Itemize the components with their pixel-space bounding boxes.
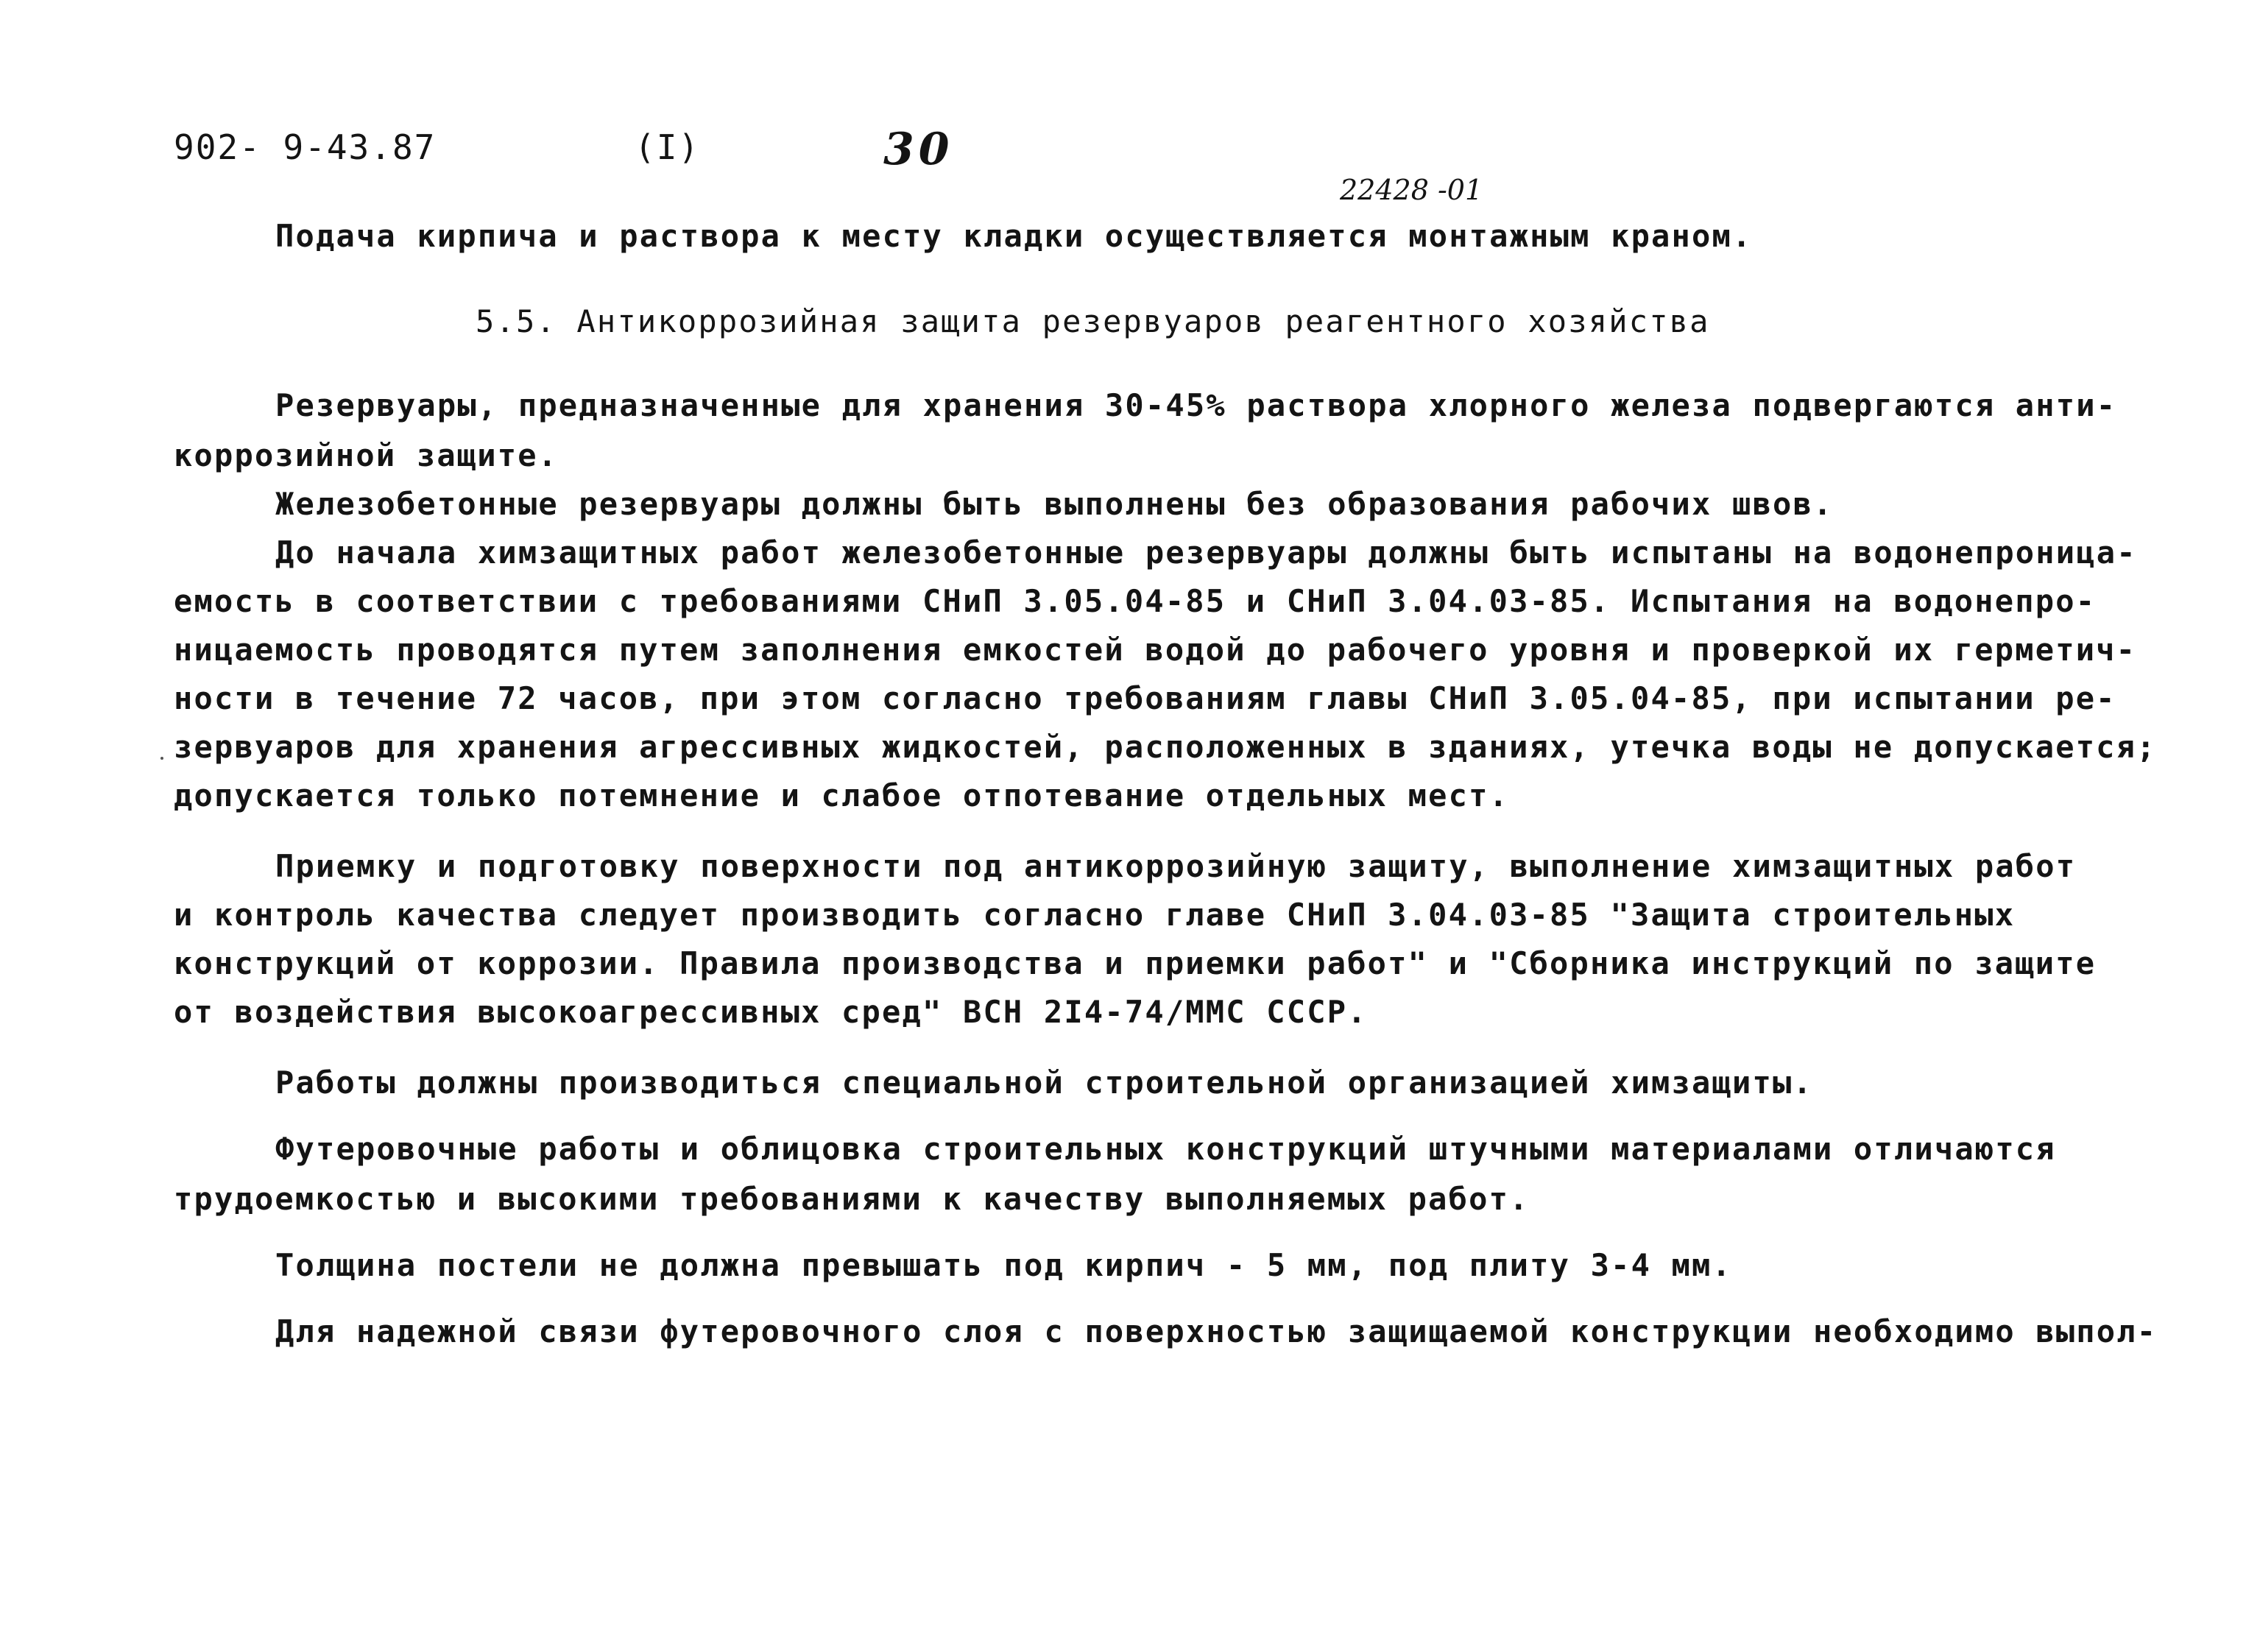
paragraph-4-line-1: Приемку и подготовку поверхности под антикоррозийную защиту, выполнение химзащитных работ <box>275 848 2077 884</box>
paragraph-7-line-1: Толщина постели не должна превышать под кирпич - 5 мм, под плиту 3-4 мм. <box>275 1247 1733 1283</box>
paragraph-3-line-4: ности в течение 72 часов, при этом согласно требованиям главы СНиП 3.05.04-85, при испытании ре- <box>174 680 2116 716</box>
intro-line: Подача кирпича и раствора к месту кладки осуществляется монтажным краном. <box>275 218 1753 254</box>
paragraph-6-line-2: трудоемкостью и высокими требованиями к качеству выполняемых работ. <box>174 1181 1530 1217</box>
paragraph-2-line-1: Железобетонные резервуары должны быть выполнены без образования рабочих швов. <box>275 486 1834 522</box>
paragraph-3-line-5: зервуаров для хранения агрессивных жидкостей, расположенных в зданиях, утечка воды не допускается; <box>174 729 2157 765</box>
paragraph-4-line-2: и контроль качества следует производить согласно главе СНиП 3.04.03-85 "Защита строительных <box>174 897 2016 933</box>
inventory-number: 22428 -01 <box>1340 174 1483 206</box>
document-code: 902- 9-43.87 <box>174 127 437 167</box>
paragraph-5-line-1: Работы должны производиться специальной строительной организацией химзащиты. <box>275 1065 1813 1101</box>
paragraph-3-line-6: допускается только потемнение и слабое отпотевание отдельных мест. <box>174 777 1510 813</box>
paragraph-3-line-2: емость в соответствии с требованиями СНиП 3.05.04-85 и СНиП 3.04.03-85. Испытания на водонепро- <box>174 583 2097 619</box>
paragraph-4-line-3: конструкций от коррозии. Правила производства и приемки работ" и "Сборника инструкций по защите <box>174 945 2097 981</box>
paragraph-1-line-2: коррозийной защите. <box>174 437 559 473</box>
sheet-marker: (I) <box>635 127 701 167</box>
section-title: 5.5. Антикоррозийная защита резервуаров реагентного хозяйства <box>476 303 1710 339</box>
paragraph-4-line-4: от воздействия высокоагрессивных сред" ВСН 2I4-74/ММС СССР. <box>174 994 1368 1030</box>
page-number: 30 <box>883 124 954 175</box>
scan-artifact-dot <box>160 757 163 760</box>
paragraph-6-line-1: Футеровочные работы и облицовка строительных конструкций штучными материалами отличаются <box>275 1131 2056 1167</box>
paragraph-3-line-1: До начала химзащитных работ железобетонные резервуары должны быть испытаны на водонепроница- <box>275 534 2137 571</box>
paragraph-8-line-1: Для надежной связи футеровочного слоя с поверхностью защищаемой конструкции необходимо выпол- <box>275 1313 2158 1349</box>
paragraph-3-line-3: ницаемость проводятся путем заполнения емкостей водой до рабочего уровня и проверкой их герметич- <box>174 632 2137 668</box>
paragraph-1-line-1: Резервуары, предназначенные для хранения 30-45% раствора хлорного железа подвергаются анти- <box>275 387 2117 423</box>
